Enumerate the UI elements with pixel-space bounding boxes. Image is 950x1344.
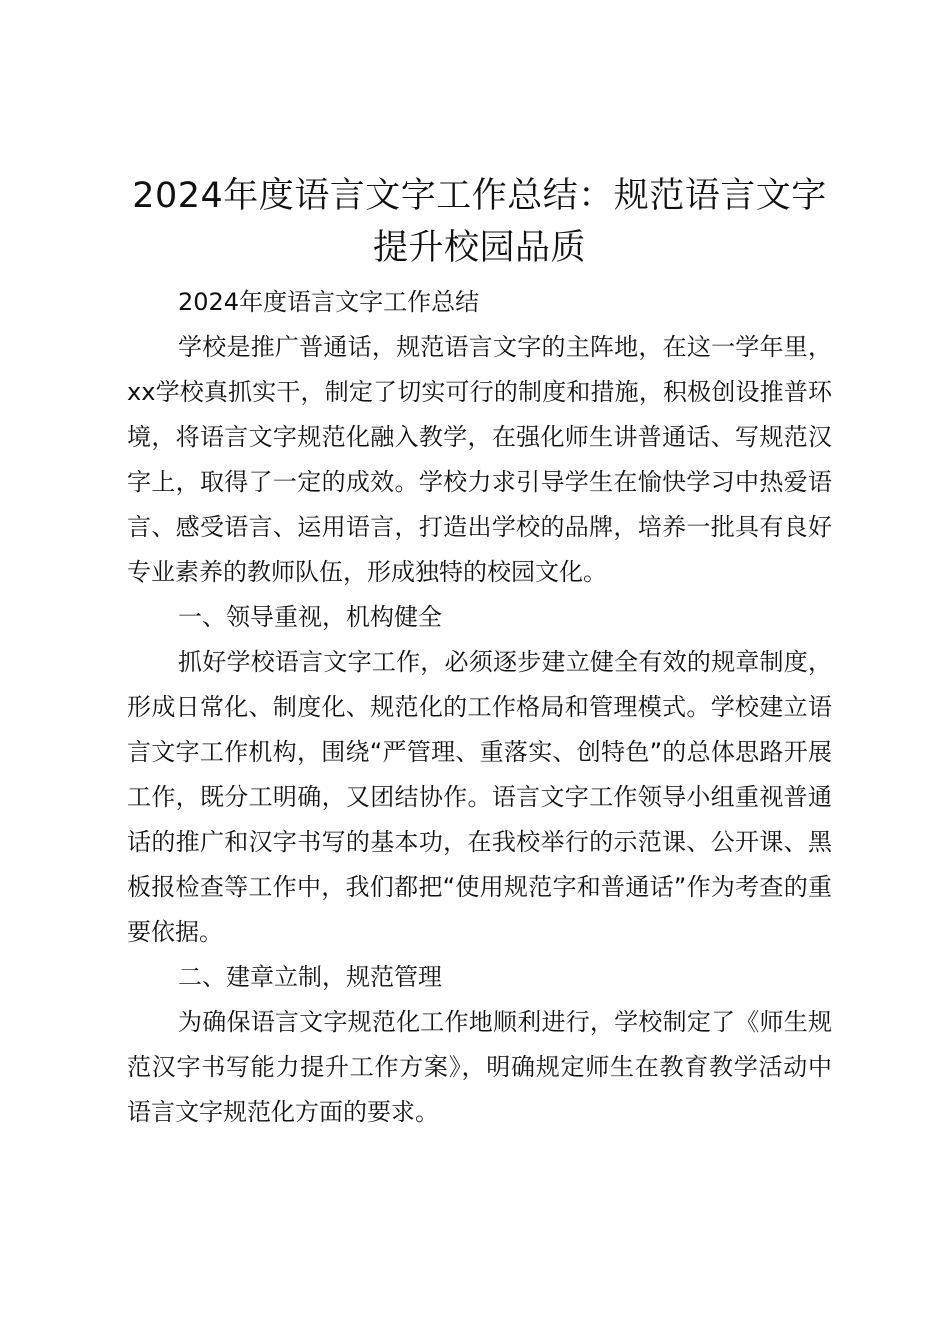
intro-paragraph: 学校是推广普通话，规范语言文字的主阵地，在这一学年里，xx学校真抓实干，制定了切实可行的制度和措施，积极创设推普环境，将语言文字规范化融入教学，在强化师生讲普通话、写规范汉字上，取得了一定的成效。学校力求引导学生在愉快学习中热爱语言、感受语言、运用语言，打造出学校的品牌，培养一批具有良好专业素养的教师队伍，形成独特的校园文化。	[127, 333, 832, 586]
document-subtitle: 2024年度语言文字工作总结	[178, 288, 480, 316]
section-2-heading: 二、建章立制，规范管理	[178, 963, 442, 991]
document-page	[127, 170, 832, 1135]
section-2-paragraph: 为确保语言文字规范化工作地顺利进行，学校制定了《师生规范汉字书写能力提升工作方案》，明确规定师生在教育教学活动中语言文字规范化方面的要求。	[127, 1008, 832, 1126]
document-title: 2024年度语言文字工作总结：规范语言文字提升校园品质	[132, 176, 827, 268]
section-1-heading: 一、领导重视，机构健全	[178, 603, 442, 631]
section-1-paragraph: 抓好学校语言文字工作，必须逐步建立健全有效的规章制度，形成日常化、制度化、规范化的工作格局和管理模式。学校建立语言文字工作机构，围绕“严管理、重落实、创特色”的总体思路开展工作，既分工明确，又团结协作。语言文字工作领导小组重视普通话的推广和汉字书写的基本功，在我校举行的示范课、公开课、黑板报检查等工作中，我们都把“使用规范字和普通话”作为考查的重要依据。	[127, 648, 832, 946]
